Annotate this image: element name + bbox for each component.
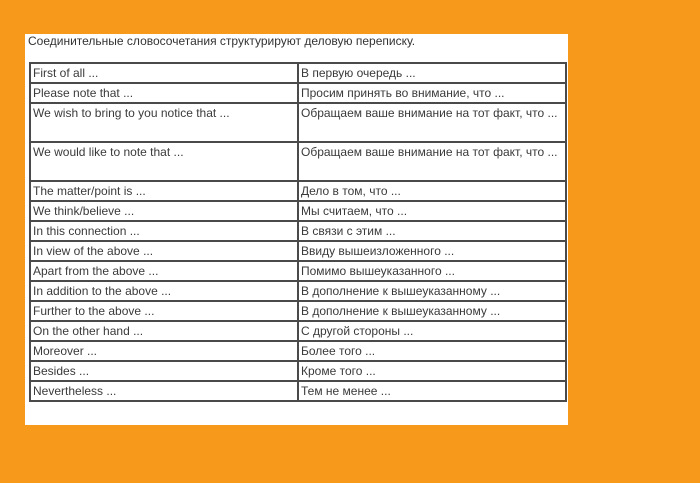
table-row	[30, 103, 566, 142]
russian-phrase: Обращаем ваше внимание на тот факт, что ...	[298, 142, 566, 181]
table-row	[30, 221, 566, 241]
russian-phrase: Более того ...	[298, 341, 566, 361]
english-phrase: In view of the above ...	[30, 241, 298, 261]
english-phrase: In addition to the above ...	[30, 281, 298, 301]
table-caption: Соединительные словосочетания структурируют деловую переписку.	[28, 34, 416, 48]
english-phrase: Further to the above ...	[30, 301, 298, 321]
table-row	[30, 241, 566, 261]
table-row	[30, 63, 566, 83]
english-phrase: The matter/point is ...	[30, 181, 298, 201]
table-row	[30, 381, 566, 401]
table-row	[30, 181, 566, 201]
russian-phrase: Дело в том, что ...	[298, 181, 566, 201]
russian-phrase: Мы считаем, что ...	[298, 201, 566, 221]
english-phrase: We would like to note that ...	[30, 142, 298, 181]
english-phrase: First of all ...	[30, 63, 298, 83]
table-row	[30, 142, 566, 181]
russian-phrase: Просим принять во внимание, что ...	[298, 83, 566, 103]
english-phrase: We wish to bring to you notice that ...	[30, 103, 298, 142]
english-phrase: Moreover ...	[30, 341, 298, 361]
russian-phrase: Ввиду вышеизложенного ...	[298, 241, 566, 261]
table-row	[30, 301, 566, 321]
russian-phrase: В первую очередь ...	[298, 63, 566, 83]
russian-phrase: В связи с этим ...	[298, 221, 566, 241]
table-row	[30, 281, 566, 301]
table-row	[30, 201, 566, 221]
russian-phrase: В дополнение к вышеуказанному ...	[298, 281, 566, 301]
content-panel	[25, 34, 568, 425]
english-phrase: On the other hand ...	[30, 321, 298, 341]
russian-phrase: В дополнение к вышеуказанному ...	[298, 301, 566, 321]
english-phrase: Please note that ...	[30, 83, 298, 103]
table-row	[30, 361, 566, 381]
table-row	[30, 261, 566, 281]
english-phrase: Nevertheless ...	[30, 381, 298, 401]
english-phrase: Besides ...	[30, 361, 298, 381]
russian-phrase: Тем не менее ...	[298, 381, 566, 401]
english-phrase: We think/believe ...	[30, 201, 298, 221]
russian-phrase: С другой стороны ...	[298, 321, 566, 341]
russian-phrase: Кроме того ...	[298, 361, 566, 381]
table-row	[30, 321, 566, 341]
table-row	[30, 341, 566, 361]
english-phrase: In this connection ...	[30, 221, 298, 241]
phrase-table	[29, 62, 567, 402]
table-row	[30, 83, 566, 103]
russian-phrase: Обращаем ваше внимание на тот факт, что ...	[298, 103, 566, 142]
russian-phrase: Помимо вышеуказанного ...	[298, 261, 566, 281]
english-phrase: Apart from the above ...	[30, 261, 298, 281]
